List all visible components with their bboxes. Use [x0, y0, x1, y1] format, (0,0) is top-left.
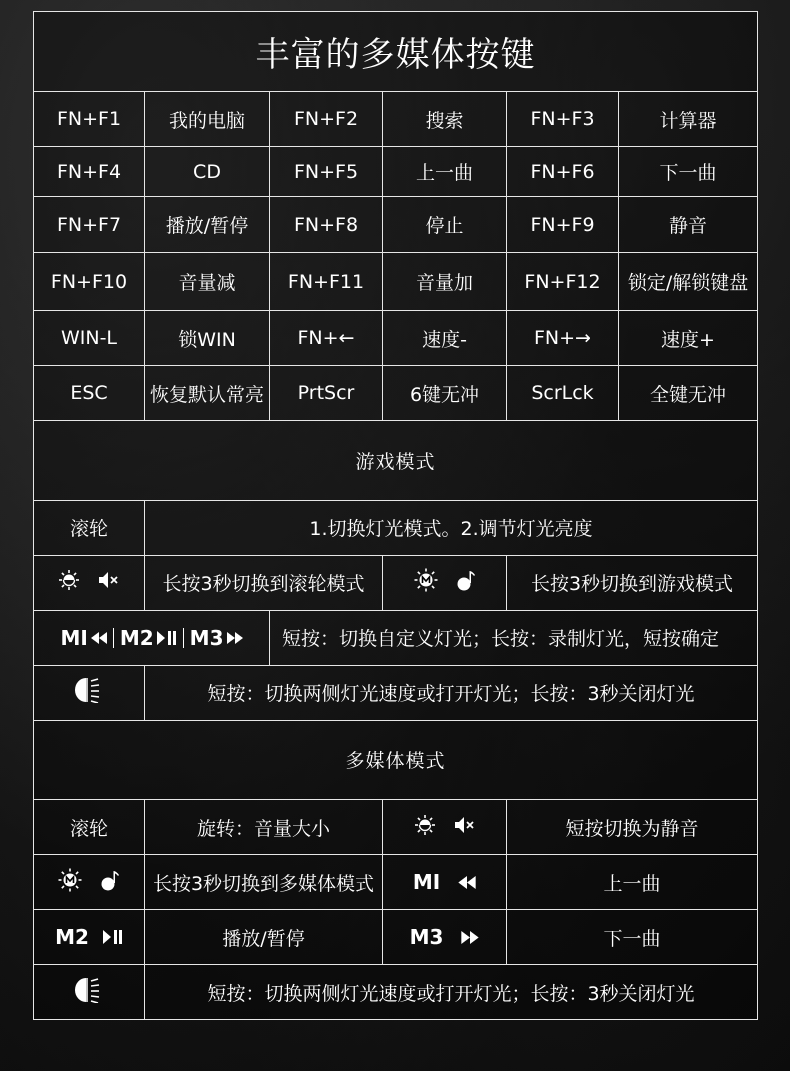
to-wheel-mode: 长按3秒切换到滚轮模式 — [145, 555, 383, 610]
prev-track: 上一曲 — [507, 855, 758, 910]
brightness-mute-icons — [34, 555, 145, 610]
play-pause-icon — [157, 631, 177, 645]
function-cell: 播放/暂停 — [145, 197, 270, 253]
function-cell: 锁WIN — [145, 311, 270, 366]
function-cell: 速度- — [383, 311, 507, 366]
key-cell: FN+F3 — [507, 92, 619, 147]
divider — [113, 628, 114, 648]
spec-sheet — [33, 11, 757, 1020]
key-cell: FN+F5 — [270, 147, 383, 197]
divider — [183, 628, 184, 648]
function-cell: 恢复默认常亮 — [145, 366, 270, 421]
multimedia-keys-table — [33, 11, 758, 421]
to-media-mode: 长按3秒切换到多媒体模式 — [145, 855, 383, 910]
next-track: 下一曲 — [507, 910, 758, 965]
m3-cell — [383, 910, 507, 965]
key-cell: FN+→ — [507, 311, 619, 366]
key-cell: PrtScr — [270, 366, 383, 421]
key-cell: FN+F2 — [270, 92, 383, 147]
function-cell: 静音 — [619, 197, 758, 253]
key-cell: FN+F10 — [34, 253, 145, 311]
m3-label: M3 — [409, 925, 444, 949]
function-cell: 计算器 — [619, 92, 758, 147]
mute-icon — [98, 571, 120, 589]
side-light-icon — [74, 677, 104, 703]
function-cell: 全键无冲 — [619, 366, 758, 421]
wheel-label: 滚轮 — [34, 500, 145, 555]
brightness-icon — [58, 569, 80, 591]
function-cell: 6键无冲 — [383, 366, 507, 421]
mode-note-icons — [34, 855, 145, 910]
game-mode-table — [33, 421, 758, 721]
function-cell: 音量加 — [383, 253, 507, 311]
to-game-mode: 长按3秒切换到游戏模式 — [507, 555, 758, 610]
function-cell: 上一曲 — [383, 147, 507, 197]
key-cell: ESC — [34, 366, 145, 421]
brightness-mute-icons — [383, 800, 507, 855]
function-cell: CD — [145, 147, 270, 197]
multimedia-keys-title: 丰富的多媒体按键 — [34, 12, 758, 92]
game-mode-title: 游戏模式 — [34, 421, 758, 500]
music-note-icon — [100, 869, 120, 891]
function-cell: 下一曲 — [619, 147, 758, 197]
m3-label: M3 — [189, 625, 224, 650]
rewind-icon — [458, 876, 476, 889]
wheel-desc: 1.切换灯光模式。2.调节灯光亮度 — [145, 500, 758, 555]
key-cell: FN+← — [270, 311, 383, 366]
media-mode-title: 多媒体模式 — [34, 721, 758, 800]
light-icon-cell — [34, 965, 145, 1020]
media-mode-table — [33, 721, 758, 1021]
play-pause: 播放/暂停 — [145, 910, 383, 965]
m2-label: M2 — [119, 625, 154, 650]
m2-label: M2 — [55, 925, 89, 949]
m1-label: MI — [412, 870, 441, 894]
function-cell: 速度+ — [619, 311, 758, 366]
side-light-icon — [74, 977, 104, 1003]
key-cell: FN+F1 — [34, 92, 145, 147]
function-cell: 停止 — [383, 197, 507, 253]
function-cell: 音量减 — [145, 253, 270, 311]
fast-forward-icon — [227, 632, 243, 644]
key-cell: FN+F6 — [507, 147, 619, 197]
function-cell: 搜索 — [383, 92, 507, 147]
mute-icon — [454, 816, 476, 834]
fast-forward-icon — [461, 931, 479, 944]
m2-cell — [34, 910, 145, 965]
play-pause-icon — [103, 930, 123, 944]
key-cell: FN+F8 — [270, 197, 383, 253]
key-cell: FN+F9 — [507, 197, 619, 253]
key-cell: FN+F7 — [34, 197, 145, 253]
m1-cell — [383, 855, 507, 910]
wheel-label: 滚轮 — [34, 800, 145, 855]
function-cell: 我的电脑 — [145, 92, 270, 147]
light-desc: 短按：切换两侧灯光速度或打开灯光；长按：3秒关闭灯光 — [145, 965, 758, 1020]
mode-note-icons — [383, 555, 507, 610]
music-note-icon — [456, 569, 476, 591]
m1-label: MI — [60, 625, 88, 650]
key-cell: FN+F4 — [34, 147, 145, 197]
key-cell: WIN-L — [34, 311, 145, 366]
light-desc: 短按：切换两侧灯光速度或打开灯光；长按：3秒关闭灯光 — [145, 665, 758, 720]
key-cell: FN+F11 — [270, 253, 383, 311]
rotate-desc: 旋转：音量大小 — [145, 800, 383, 855]
key-cell: FN+F12 — [507, 253, 619, 311]
m-keys-desc: 短按：切换自定义灯光；长按：录制灯光，短按确定 — [270, 610, 758, 665]
brightness-icon — [414, 814, 436, 836]
mute-desc: 短按切换为静音 — [507, 800, 758, 855]
rewind-icon — [91, 632, 107, 644]
function-cell: 锁定/解锁键盘 — [619, 253, 758, 311]
m-dial-icon — [414, 568, 438, 592]
m-keys-cell — [34, 610, 270, 665]
m-dial-icon — [58, 868, 82, 892]
key-cell: ScrLck — [507, 366, 619, 421]
light-icon-cell — [34, 665, 145, 720]
